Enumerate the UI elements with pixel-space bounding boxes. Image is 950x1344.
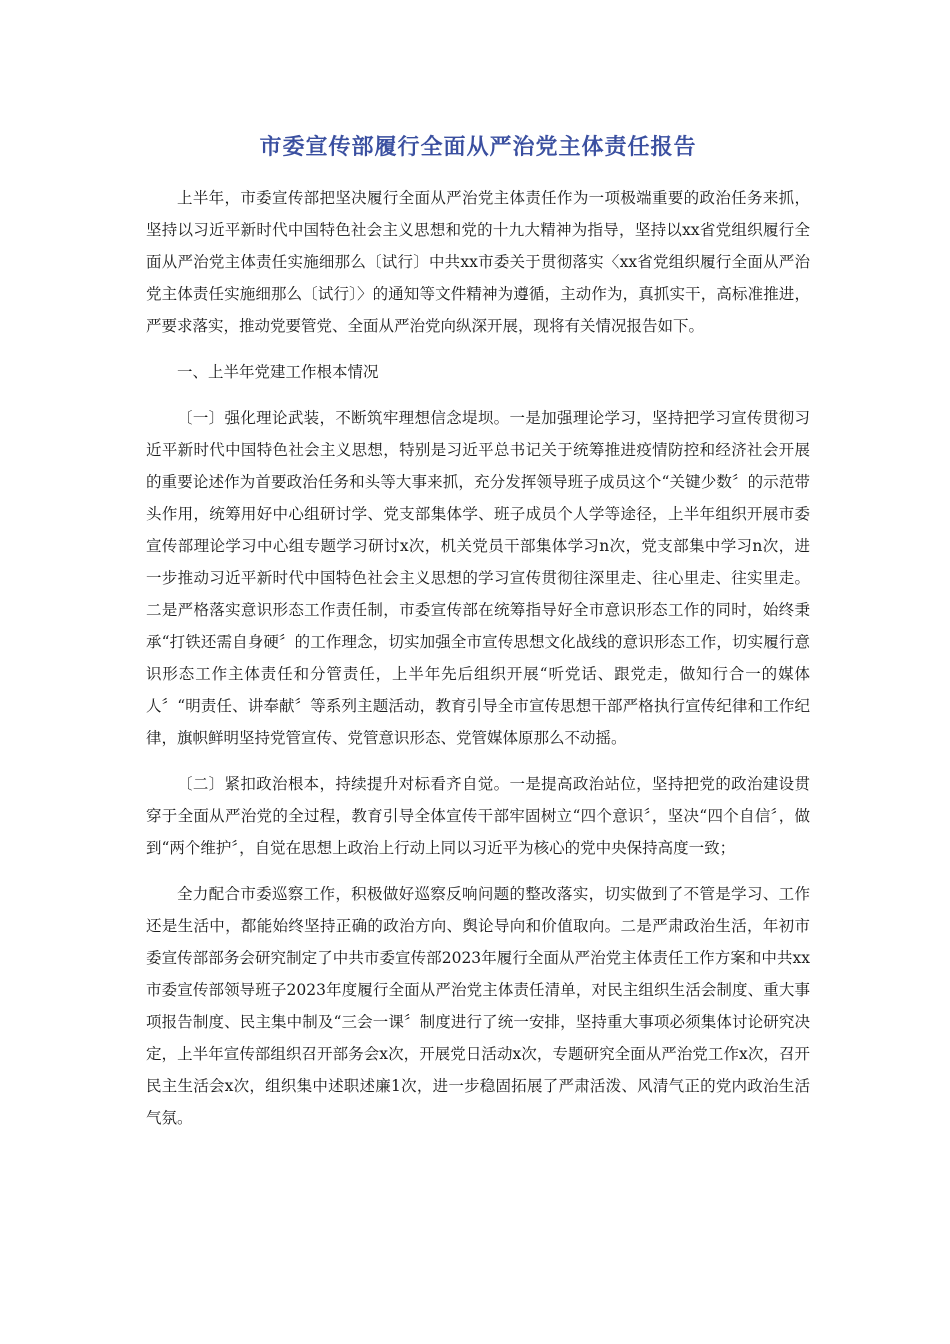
- body-paragraph: 全力配合市委巡察工作，积极做好巡察反响问题的整改落实，切实做到了不管是学习、工作还是生活中，都能始终坚持正确的政治方向、舆论导向和价值取向。二是严肃政治生活，年初市委宣传部部务会研究制定了中共市委宣传部2023年履行全面从严治党主体责任工作方案和中共xx市委宣传部领导班子2023年度履行全面从严治党主体责任清单，对民主组织生活会制度、重大事项报告制度、民主集中制及“三会一课〞制度进行了统一安排，坚持重大事项必须集体讨论研究决定，上半年宣传部组织召开部务会x次，开展党日活动x次，专题研究全面从严治党工作x次，召开民主生活会x次，组织集中述职述廉1次，进一步稳固拓展了严肃活泼、风清气正的党内政治生活气氛。: [146, 885, 810, 1127]
- document-title: 市委宣传部履行全面从严治党主体责任报告: [259, 135, 697, 160]
- body-paragraph: 〔二〕紧扣政治根本，持续提升对标看齐自觉。一是提高政治站位，坚持把党的政治建设贯穿于全面从严治党的全过程，教育引导全体宣传干部牢固树立“四个意识〞，坚决“四个自信〞，做到“两个维护〞，自觉在思想上政治上行动上同以习近平为核心的党中央保持高度一致；: [146, 775, 810, 857]
- section-heading: 一、上半年党建工作根本情况: [177, 363, 379, 381]
- body-paragraph: 〔一〕强化理论武装，不断筑牢理想信念堤坝。一是加强理论学习，坚持把学习宣传贯彻习近平新时代中国特色社会主义思想，特别是习近平总书记关于统筹推进疫情防控和经济社会开展的重要论述作为首要政治任务和头等大事来抓，充分发挥领导班子成员这个“关键少数〞的示范带头作用，统筹用好中心组研讨学、党支部集体学、班子成员个人学等途径，上半年组织开展市委宣传部理论学习中心组专题学习研讨x次，机关党员干部集体学习n次，党支部集中学习n次，进一步推动习近平新时代中国特色社会主义思想的学习宣传贯彻往深里走、往心里走、往实里走。二是严格落实意识形态工作责任制，市委宣传部在统筹指导好全市意识形态工作的同时，始终秉承“打铁还需自身硬〞的工作理念，切实加强全市宣传思想文化战线的意识形态工作，切实履行意识形态工作主体责任和分管责任，上半年先后组织开展“听党话、跟党走，做知行合一的媒体人〞“明责任、讲奉献〞等系列主题活动，教育引导全市宣传思想干部严格执行宣传纪律和工作纪律，旗帜鲜明坚持党管宣传、党管意识形态、党管媒体原那么不动摇。: [146, 409, 810, 747]
- document-page: [146, 128, 810, 1148]
- intro-paragraph: 上半年，市委宣传部把坚决履行全面从严治党主体责任作为一项极端重要的政治任务来抓，坚持以习近平新时代中国特色社会主义思想和党的十九大精神为指导，坚持以xx省党组织履行全面从严治党主体责任实施细那么〔试行〕中共xx市委关于贯彻落实〈xx省党组织履行全面从严治党主体责任实施细那么〔试行〕〉的通知等文件精神为遵循，主动作为，真抓实干，高标准推进，严要求落实，推动党要管党、全面从严治党向纵深开展，现将有关情况报告如下。: [146, 189, 810, 335]
